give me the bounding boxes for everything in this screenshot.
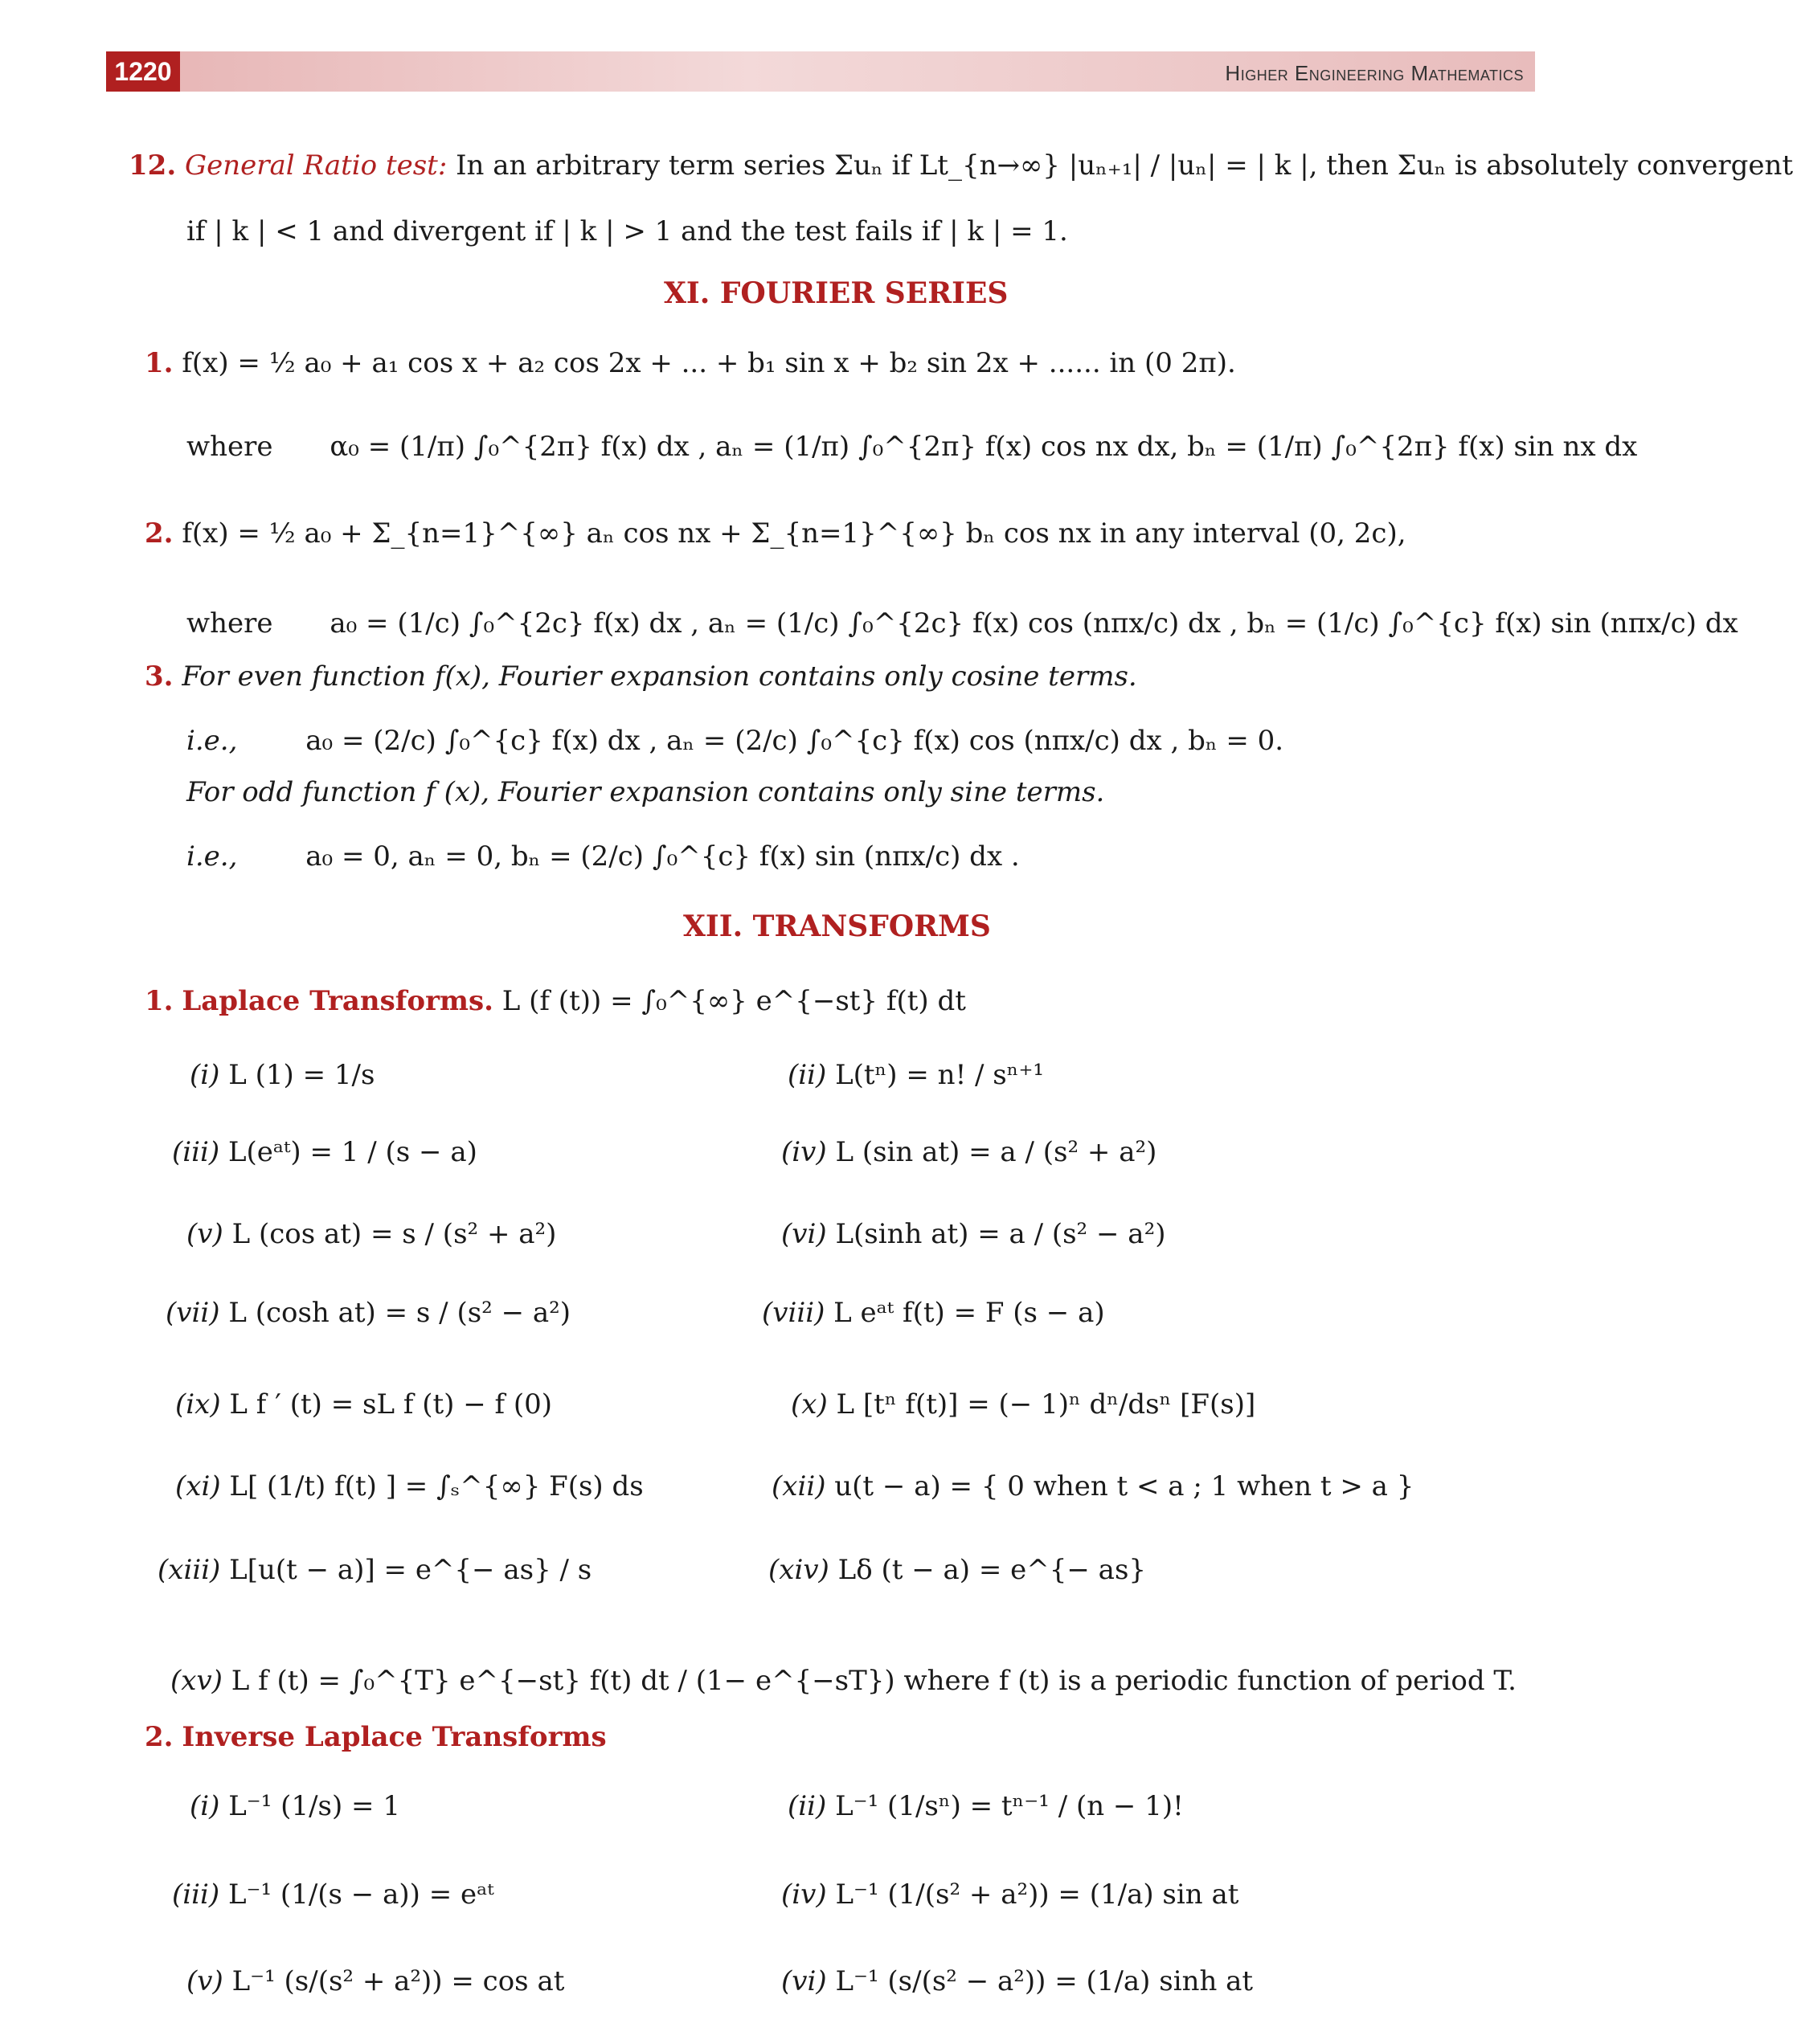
item-formula: L f ′ (t) = sL f (t) − f (0) xyxy=(229,1388,553,1421)
ratio-test-line2: if | k | < 1 and divergent if | k | > 1 and the test fails if | k | = 1. xyxy=(186,215,1068,247)
fourier-heading: XI. FOURIER SERIES xyxy=(664,276,1009,310)
item-number: 3. xyxy=(145,660,174,693)
laplace-item xyxy=(172,1136,477,1169)
item-formula: Lδ (t − a) = e^{− as} xyxy=(837,1554,1147,1586)
laplace-item xyxy=(186,1218,556,1251)
ratio-test-text: In an arbitrary term series Σuₙ if Lt_{n→∞} |uₙ₊₁| / |uₙ| = | k |, then Σuₙ is absolutely convergent xyxy=(456,149,1793,182)
where-label: where xyxy=(186,607,273,640)
item-number: 2. xyxy=(145,517,174,550)
item-formula: L (sin at) = a / (s² + a²) xyxy=(835,1136,1157,1168)
item-formula: L(eᵃᵗ) = 1 / (s − a) xyxy=(227,1136,477,1168)
fourier-item-3-ie1 xyxy=(186,725,1283,758)
item-formula: L⁻¹ (s/(s² + a²)) = cos at xyxy=(231,1965,565,1997)
inverse-item xyxy=(172,1878,494,1911)
inverse-item xyxy=(781,1878,1238,1911)
item-key: (x) xyxy=(791,1388,828,1421)
item-formula: L f (t) = ∫₀^{T} e^{−st} f(t) dt / (1− e^{−sT}) where f (t) is a periodic function of period T. xyxy=(231,1665,1517,1697)
item-formula: L⁻¹ (1/(s − a)) = eᵃᵗ xyxy=(227,1878,494,1911)
item-key: (iii) xyxy=(172,1878,220,1911)
item-key: (xv) xyxy=(170,1665,223,1697)
even-text: For even function f(x), Fourier expansion contains only cosine terms. xyxy=(182,660,1137,693)
item-formula: L⁻¹ (s/(s² − a²)) = (1/a) sinh at xyxy=(835,1965,1254,1997)
laplace-item xyxy=(175,1388,552,1421)
laplace-item xyxy=(768,1554,1146,1587)
fourier-item-2-where xyxy=(186,607,1738,640)
laplace-title: Laplace Transforms. xyxy=(182,985,493,1017)
item-key: (i) xyxy=(190,1059,220,1091)
laplace-item xyxy=(788,1059,1044,1092)
item-formula: L[ (1/t) f(t) ] = ∫ₛ^{∞} F(s) ds xyxy=(229,1470,644,1502)
item-number: 1. xyxy=(145,985,174,1017)
item-key: (iii) xyxy=(172,1136,220,1168)
item-key: (v) xyxy=(186,1218,223,1250)
item-key: (iv) xyxy=(781,1878,827,1911)
coefficients: a₀ = (1/c) ∫₀^{2c} f(x) dx , aₙ = (1/c) ∫₀^{2c} f(x) cos (nπx/c) dx , bₙ = (1/c) ∫₀^{c} f(x) sin (nπx/c) dx xyxy=(330,607,1738,640)
item-key: (xiv) xyxy=(768,1554,829,1586)
item-key: (xi) xyxy=(175,1470,221,1502)
ie-label: i.e., xyxy=(186,840,238,873)
item-key: (xii) xyxy=(772,1470,826,1502)
item-key: (v) xyxy=(186,1965,223,1997)
laplace-def: L (f (t)) = ∫₀^{∞} e^{−st} f(t) dt xyxy=(501,985,966,1017)
item-key: (ii) xyxy=(788,1790,827,1822)
inverse-item xyxy=(186,1965,564,1998)
coefficients: a₀ = (2/c) ∫₀^{c} f(x) dx , aₙ = (2/c) ∫₀^{c} f(x) cos (nπx/c) dx , bₙ = 0. xyxy=(305,725,1284,757)
coefficients: a₀ = 0, aₙ = 0, bₙ = (2/c) ∫₀^{c} f(x) sin (nπx/c) dx . xyxy=(305,840,1020,873)
inverse-item xyxy=(190,1790,400,1823)
item-formula: L (cos at) = s / (s² + a²) xyxy=(231,1218,557,1250)
item-formula: L eᵃᵗ f(t) = F (s − a) xyxy=(833,1297,1105,1329)
ratio-test-number: 12. xyxy=(129,149,177,182)
item-formula: L(sinh at) = a / (s² − a²) xyxy=(835,1218,1166,1250)
laplace-definition xyxy=(145,985,966,1018)
formula: f(x) = ½ a₀ + Σ_{n=1}^{∞} aₙ cos nx + Σ_{n=1}^{∞} bₙ cos nx in any interval (0, 2c), xyxy=(182,517,1406,550)
item-formula: L⁻¹ (1/s) = 1 xyxy=(228,1790,400,1822)
item-key: (iv) xyxy=(781,1136,827,1168)
fourier-item-3-ie2 xyxy=(186,840,1020,873)
item-key: (viii) xyxy=(762,1297,825,1329)
inverse-item xyxy=(781,1965,1253,1998)
laplace-item-periodic xyxy=(170,1665,1517,1698)
page-number: 1220 xyxy=(106,51,180,92)
laplace-item xyxy=(762,1297,1105,1330)
inverse-item xyxy=(788,1790,1184,1823)
formula: f(x) = ½ a₀ + a₁ cos x + a₂ cos 2x + ... + b₁ sin x + b₂ sin 2x + ...... in (0 2π). xyxy=(182,347,1236,379)
item-key: (xiii) xyxy=(158,1554,221,1586)
ratio-test-line1 xyxy=(129,149,1793,182)
item-formula: L (cosh at) = s / (s² − a²) xyxy=(228,1297,571,1329)
laplace-item xyxy=(175,1470,644,1503)
fourier-item-3-even xyxy=(145,660,1137,693)
item-formula: L(tⁿ) = n! / sⁿ⁺¹ xyxy=(835,1059,1045,1091)
item-formula: L[u(t − a)] = e^{− as} / s xyxy=(229,1554,592,1586)
item-number: 2. xyxy=(145,1721,174,1753)
fourier-item-2 xyxy=(145,517,1406,550)
item-formula: L (1) = 1/s xyxy=(228,1059,375,1091)
item-key: (vi) xyxy=(781,1218,827,1250)
laplace-item xyxy=(158,1554,592,1587)
item-formula: L⁻¹ (1/sⁿ) = tⁿ⁻¹ / (n − 1)! xyxy=(835,1790,1184,1822)
inverse-title: Inverse Laplace Transforms xyxy=(182,1721,607,1753)
laplace-item xyxy=(781,1136,1156,1169)
fourier-item-3-odd: For odd function f (x), Fourier expansion contains only sine terms. xyxy=(186,776,1105,808)
fourier-item-1-where xyxy=(186,431,1637,464)
laplace-item xyxy=(772,1470,1414,1503)
ie-label: i.e., xyxy=(186,725,238,757)
transforms-heading: XII. TRANSFORMS xyxy=(683,910,991,943)
fourier-item-1 xyxy=(145,347,1236,380)
item-key: (i) xyxy=(190,1790,220,1822)
item-formula: u(t − a) = { 0 when t < a ; 1 when t > a } xyxy=(834,1470,1414,1502)
book-title: Higher Engineering Mathematics xyxy=(1225,61,1524,85)
item-key: (ix) xyxy=(175,1388,221,1421)
inverse-laplace-heading xyxy=(145,1721,607,1754)
laplace-item xyxy=(166,1297,571,1330)
item-key: (vii) xyxy=(166,1297,220,1329)
laplace-item xyxy=(781,1218,1165,1251)
where-label: where xyxy=(186,431,273,463)
item-formula: L [tⁿ f(t)] = (− 1)ⁿ dⁿ/dsⁿ [F(s)] xyxy=(836,1388,1256,1421)
item-number: 1. xyxy=(145,347,174,379)
coefficients: α₀ = (1/π) ∫₀^{2π} f(x) dx , aₙ = (1/π) ∫₀^{2π} f(x) cos nx dx, bₙ = (1/π) ∫₀^{2π} f(x) sin nx dx xyxy=(330,431,1638,463)
laplace-item xyxy=(791,1388,1255,1421)
item-key: (ii) xyxy=(788,1059,827,1091)
item-formula: L⁻¹ (1/(s² + a²)) = (1/a) sin at xyxy=(835,1878,1239,1911)
item-key: (vi) xyxy=(781,1965,827,1997)
laplace-item xyxy=(190,1059,375,1092)
ratio-test-title: General Ratio test: xyxy=(184,149,448,182)
